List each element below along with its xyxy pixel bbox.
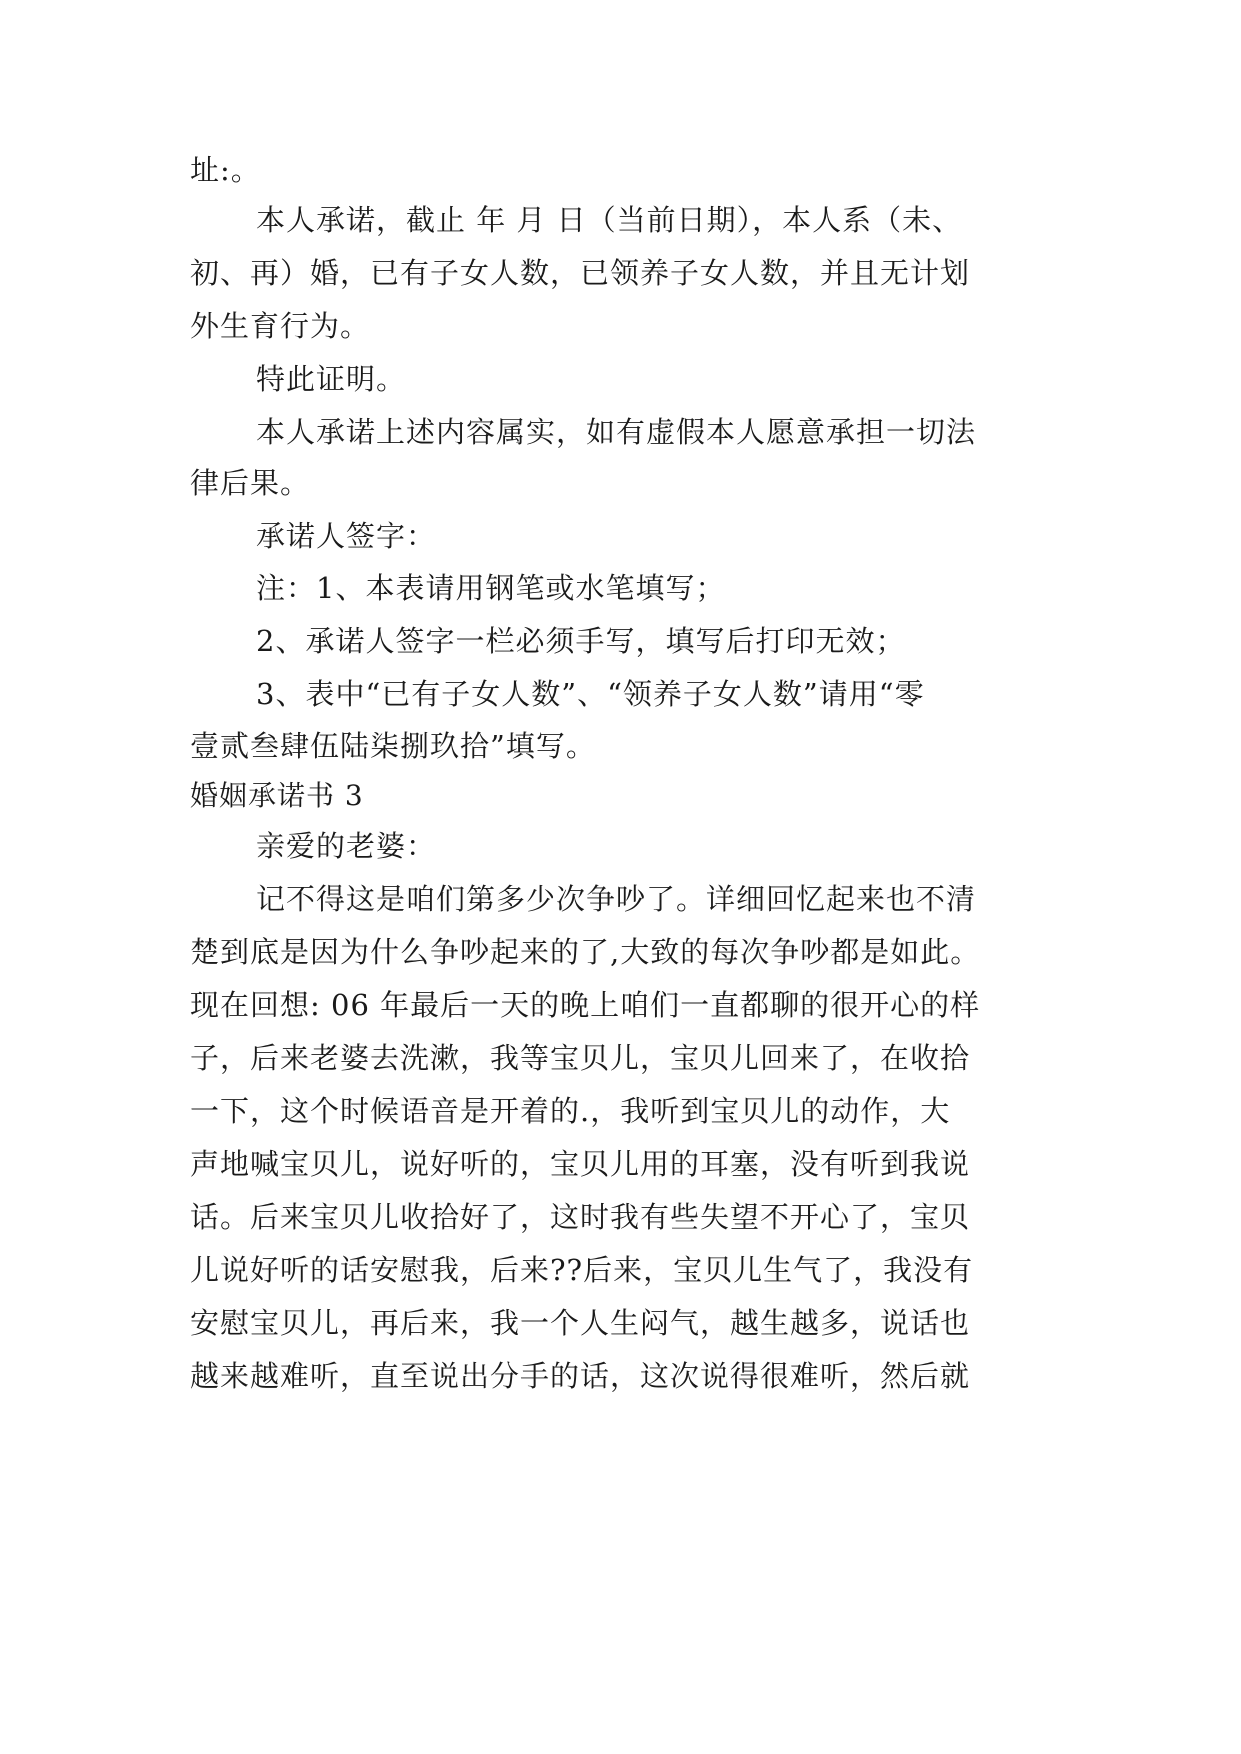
text-line: 儿说好听的话安慰我，后来??后来，宝贝儿生气了，我没有 bbox=[190, 1253, 974, 1287]
text-line: 现在回想: 06 年最后一天的晚上咱们一直都聊的很开心的样 bbox=[190, 988, 981, 1022]
text-line: 记不得这是咱们第多少次争吵了。详细回忆起来也不清 bbox=[256, 882, 977, 916]
text-line: 本人承诺，截止 年 月 日（当前日期），本人系（未、 bbox=[256, 203, 963, 237]
text-line: 安慰宝贝儿，再后来，我一个人生闷气，越生越多，说话也 bbox=[190, 1306, 971, 1340]
text-line: 本人承诺上述内容属实，如有虚假本人愿意承担一切法 bbox=[256, 415, 977, 449]
salutation: 亲爱的老婆： bbox=[256, 829, 437, 863]
text-line: 律后果。 bbox=[190, 466, 311, 500]
section-heading: 婚姻承诺书 3 bbox=[190, 779, 364, 812]
text-line: 越来越难听，直至说出分手的话，这次说得很难听，然后就 bbox=[190, 1359, 971, 1393]
text-line: 话。后来宝贝儿收拾好了，这时我有些失望不开心了，宝贝 bbox=[190, 1200, 971, 1234]
text-line: 3、表中“已有子女人数”、“领养子女人数”请用“零 bbox=[256, 677, 925, 711]
text-line: 子，后来老婆去洗漱，我等宝贝儿，宝贝儿回来了，在收拾 bbox=[190, 1041, 971, 1075]
text-line: 一下，这个时候语音是开着的.，我听到宝贝儿的动作，大 bbox=[190, 1094, 951, 1128]
text-line: 声地喊宝贝儿，说好听的，宝贝儿用的耳塞，没有听到我说 bbox=[190, 1147, 971, 1181]
text-line: 承诺人签字： bbox=[256, 519, 437, 553]
text-line: 初、再）婚，已有子女人数，已领养子女人数，并且无计划 bbox=[190, 256, 971, 290]
text-line: 外生育行为。 bbox=[190, 309, 371, 343]
text-line: 楚到底是因为什么争吵起来的了,大致的每次争吵都是如此。 bbox=[190, 935, 981, 969]
text-line: 注：1、本表请用钢笔或水笔填写； bbox=[256, 571, 726, 605]
text-line: 壹贰叁肆伍陆柒捌玖拾”填写。 bbox=[190, 729, 596, 763]
text-line: 2、承诺人签字一栏必须手写，填写后打印无效； bbox=[256, 624, 906, 658]
text-line: 址:。 bbox=[190, 153, 261, 187]
text-line: 特此证明。 bbox=[256, 362, 407, 396]
